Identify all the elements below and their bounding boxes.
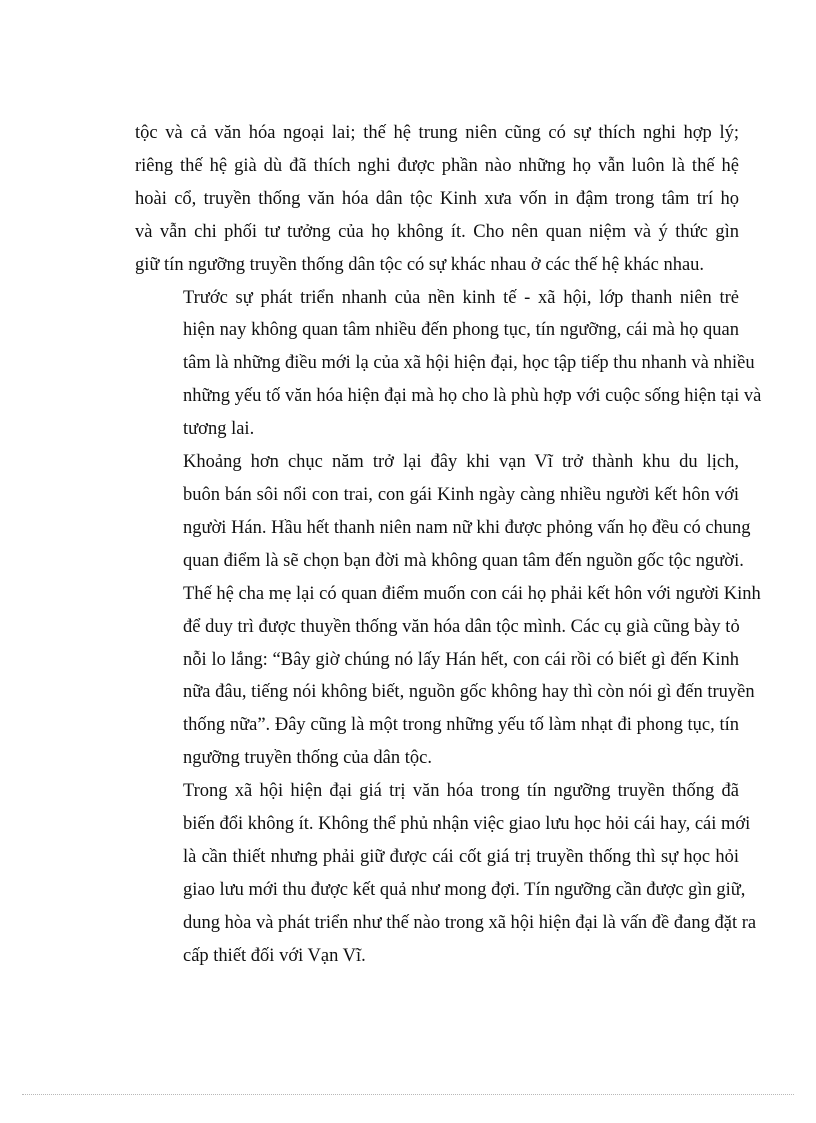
text-line: hoài cổ, truyền thống văn hóa dân tộc Kinh xưa vốn in đậm trong tâm trí họ — [135, 188, 739, 209]
text-line: riêng thế hệ già dù đã thích nghi được phần nào những họ vẫn luôn là thế hệ — [135, 155, 739, 176]
text-line: Thế hệ cha mẹ lại có quan điểm muốn con cái họ phải kết hôn với người Kinh — [183, 583, 761, 604]
paragraph-1 — [135, 117, 739, 282]
text-line: quan điểm là sẽ chọn bạn đời mà không quan tâm đến nguồn gốc tộc người. — [183, 550, 744, 571]
text-line: nỗi lo lắng: “Bây giờ chúng nó lấy Hán hết, con cái rồi có biết gì đến Kinh — [183, 649, 739, 670]
paragraph-3 — [135, 446, 761, 775]
text-line: và vẫn chi phối tư tưởng của họ không ít. Cho nên quan niệm và ý thức gìn — [135, 221, 739, 242]
body-text — [135, 117, 762, 973]
text-line: là cần thiết nhưng phải giữ được cái cốt giá trị truyền thống thì sự học hỏi — [183, 846, 739, 867]
text-line: giữ tín ngưỡng truyền thống dân tộc có sự khác nhau ở các thế hệ khác nhau. — [135, 254, 705, 275]
text-line: người Hán. Hầu hết thanh niên nam nữ khi được phỏng vấn họ đều có chung — [183, 517, 751, 538]
text-line: Trong xã hội hiện đại giá trị văn hóa trong tín ngưỡng truyền thống đã — [183, 781, 739, 802]
text-line: dung hòa và phát triển như thế nào trong xã hội hiện đại là vấn đề đang đặt ra — [183, 912, 757, 933]
text-line: giao lưu mới thu được kết quả như mong đợi. Tín ngưỡng cần được gìn giữ, — [183, 879, 746, 900]
text-line: hiện nay không quan tâm nhiều đến phong tục, tín ngưỡng, cái mà họ quan — [183, 320, 739, 341]
text-line: để duy trì được thuyền thống văn hóa dân tộc mình. Các cụ già cũng bày tỏ — [183, 616, 740, 637]
text-line: tâm là những điều mới lạ của xã hội hiện đại, học tập tiếp thu nhanh và nhiều — [183, 353, 755, 374]
text-line: tộc và cả văn hóa ngoại lai; thế hệ trung niên cũng có sự thích nghi hợp lý; — [135, 123, 739, 143]
paragraph-4 — [135, 775, 757, 972]
paragraph-2 — [135, 282, 762, 447]
text-line: tương lai. — [183, 419, 255, 440]
text-line: Trước sự phát triển nhanh của nền kinh tế - xã hội, lớp thanh niên trẻ — [183, 287, 739, 308]
page-bottom-divider — [22, 1094, 794, 1095]
text-line: ngưỡng truyền thống của dân tộc. — [183, 748, 432, 769]
text-line: biến đổi không ít. Không thể phủ nhận việc giao lưu học hỏi cái hay, cái mới — [183, 814, 751, 835]
text-line: buôn bán sôi nổi con trai, con gái Kinh ngày càng nhiều người kết hôn với — [183, 484, 739, 505]
text-line: thống nữa”. Đây cũng là một trong những yếu tố làm nhạt đi phong tục, tín — [183, 715, 739, 736]
text-line: những yếu tố văn hóa hiện đại mà họ cho là phù hợp với cuộc sống hiện tại và — [183, 386, 762, 407]
text-line: Khoảng hơn chục năm trở lại đây khi vạn Vĩ trở thành khu du lịch, — [183, 452, 739, 473]
text-line: nữa đâu, tiếng nói không biết, nguồn gốc không hay thì còn nói gì đến truyền — [183, 682, 755, 703]
text-line: cấp thiết đối với Vạn Vĩ. — [183, 945, 366, 966]
